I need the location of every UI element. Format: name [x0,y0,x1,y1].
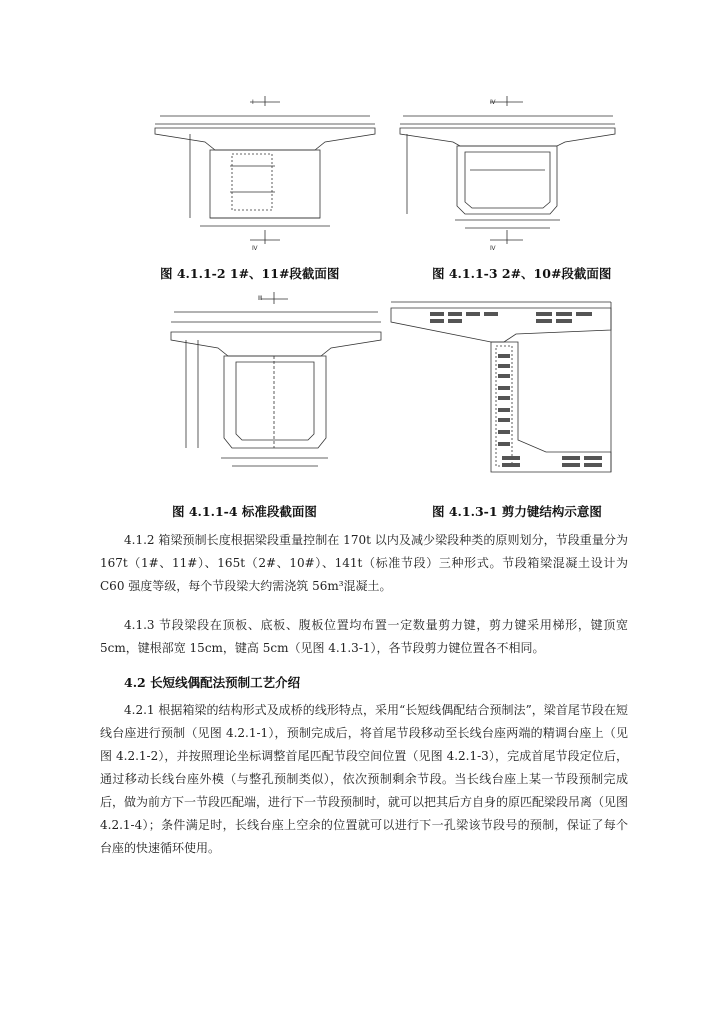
paragraph-4-2-1: 4.2.1 根据箱梁的结构形式及成桥的线形特点，采用“长短线偶配结合预制法”，梁首尾节段在短线台座进行预制（见图 4.2.1-1），预制完成后，将首尾节段移动至长线台座两端的精调台座上（见图 4.2.1-2），并按照理论坐标调整首尾匹配节段空间位置（见图 4.2.1-3），完成首尾节段定位后，通过移动长线台座外模（与整孔预制类似），依次预制剩余节段。当长线台座上某一节段预制完成后，做为前方下一节段匹配端，进行下一节段预制时，就可以把其后方自身的原匹配梁段吊离（见图 4.2.1-4）；条件满足时，长线台座上空余的位置就可以进行下一孔梁该节段号的预制，保证了每个台座的快速循环使用。 [100,703,629,855]
section-drawing-standard [166,290,384,490]
section-drawing-1-11 [150,94,380,254]
figure-caption: 图 4.1.1-4 标准段截面图 [172,504,317,519]
figure-section-2-10 [395,94,620,254]
section-mark-bottom: Ⅳ [490,245,496,252]
section-mark-top: Ⅰ [252,99,254,106]
section-mark-bottom: Ⅳ [252,245,258,252]
shear-key-drawing [386,290,618,490]
paragraph-4-1-3: 4.1.3 节段梁段在顶板、底板、腹板位置均布置一定数量剪力键，剪力键采用梯形，键顶宽 5cm，键根部宽 15cm，键高 5cm（见图 4.1.3-1），各节段剪力键位置各不相同。 [100,618,628,655]
figure-caption: 图 4.1.1-2 1#、11#段截面图 [160,266,340,281]
section-drawing-2-10 [395,94,620,254]
figure-caption: 图 4.1.3-1 剪力键结构示意图 [432,504,602,519]
figure-section-standard [166,290,384,490]
section-heading-4-2: 4.2 长短线偶配法预制工艺介绍 [124,675,301,690]
figure-shear-key [386,290,618,490]
paragraph-4-1-2: 4.1.2 箱梁预制长度根据梁段重量控制在 170t 以内及减少梁段种类的原则划分，节段重量分为 167t（1#、11#）、165t（2#、10#）、141t（标准节段）三种形式。节段箱梁混凝土设计为 C60 强度等级，每个节段梁大约需浇筑 56m³混凝土。 [100,533,628,593]
figure-section-1-11 [150,94,380,254]
section-mark-top: Ⅲ [258,295,263,302]
section-mark-top: Ⅳ [490,99,496,106]
figure-caption: 图 4.1.1-3 2#、10#段截面图 [432,266,612,281]
